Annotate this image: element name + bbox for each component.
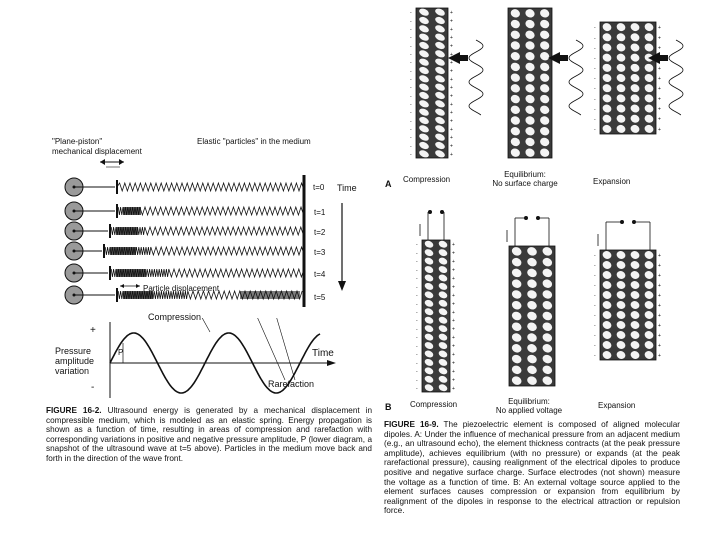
svg-text:+: + <box>658 25 661 32</box>
time-t5: t=5 <box>314 293 326 302</box>
svg-text:-: - <box>416 309 418 316</box>
svg-text:+: + <box>450 43 453 50</box>
svg-text:-: - <box>416 284 418 291</box>
svg-text:+: + <box>658 333 661 339</box>
b-expansion-column <box>594 250 661 361</box>
svg-text:+: + <box>452 259 455 266</box>
spring-row <box>65 202 304 220</box>
figure-16-2-caption <box>46 406 372 464</box>
svg-text:-: - <box>416 352 418 358</box>
svg-text:+: + <box>452 352 455 358</box>
svg-text:+: + <box>658 65 661 72</box>
svg-text:+: + <box>450 126 453 133</box>
svg-text:+: + <box>452 301 455 308</box>
svg-text:+: + <box>450 85 453 92</box>
svg-text:+: + <box>452 377 455 384</box>
a-compression-column <box>410 7 453 159</box>
svg-text:-: - <box>416 343 418 350</box>
svg-text:+: + <box>658 323 661 329</box>
time-label: Time <box>337 183 357 193</box>
time-t2: t=2 <box>314 228 326 237</box>
svg-text:-: - <box>416 242 418 249</box>
svg-text:-: - <box>594 283 596 289</box>
caption-title: FIGURE 16-2. <box>46 406 102 415</box>
svg-text:-: - <box>416 335 418 342</box>
particle-displacement-arrow <box>120 284 140 288</box>
svg-text:+: + <box>452 284 455 291</box>
svg-text:+: + <box>658 283 661 289</box>
svg-text:-: - <box>594 65 596 72</box>
svg-text:+: + <box>658 353 661 359</box>
caption-body-2: The piezoelectric element is composed of aligned molecular dipoles. A: Under the influence of mechanical pressure from an adjacent medium (e.g., an ultrasound echo), the element thickness contracts (at the peak pressure amplitude), achieves equilibrium (with no pressure) or expands (at the peak rarefactional pressure), causing realignment of the electrical dipoles to produce positive and negative surface charge. Surface electrodes (not shown) measure the voltage as a function of time. B: An external voltage source applied to the element surfaces causes compression or expansion from equilibrium by realignment of the dipoles in response to the electrical attraction or repulsion force. <box>384 420 680 516</box>
svg-text:+: + <box>658 86 661 93</box>
svg-text:-: - <box>594 343 596 349</box>
svg-text:+: + <box>450 135 453 142</box>
b-compression-circuit <box>420 210 444 240</box>
panel-b-label: B <box>385 402 392 412</box>
a-expansion-label: Expansion <box>593 177 631 186</box>
figure-16-9-caption <box>384 420 680 516</box>
a-no-surface-charge-label: No surface charge <box>492 179 558 188</box>
b-compression-label: Compression <box>410 400 458 409</box>
svg-text:-: - <box>410 76 412 83</box>
svg-text:+: + <box>452 292 455 299</box>
svg-text:+: + <box>452 267 455 274</box>
plane-piston-label: "Plane-piston" <box>52 137 103 146</box>
plus-sign: + <box>90 325 96 336</box>
svg-text:-: - <box>594 96 596 103</box>
svg-text:+: + <box>658 313 661 319</box>
svg-text:+: + <box>450 35 453 42</box>
mechanical-displacement-label: mechanical displacement <box>52 147 142 156</box>
svg-text:-: - <box>416 276 418 282</box>
minus-sign: - <box>91 382 95 393</box>
svg-text:-: - <box>410 10 412 17</box>
svg-text:-: - <box>594 273 596 279</box>
svg-text:-: - <box>594 353 596 359</box>
a-equilibrium-label: Equilibrium: <box>504 170 546 179</box>
spring-row <box>65 178 304 196</box>
svg-text:-: - <box>594 333 596 339</box>
b-equilibrium-label: Equilibrium: <box>508 397 550 406</box>
svg-text:-: - <box>416 259 418 266</box>
svg-text:+: + <box>450 118 453 125</box>
svg-text:-: - <box>410 118 412 125</box>
svg-text:+: + <box>452 368 455 375</box>
svg-text:-: - <box>594 76 596 82</box>
svg-text:-: - <box>594 313 596 319</box>
svg-text:-: - <box>410 68 412 75</box>
particle-displacement-label: Particle displacement <box>143 284 220 293</box>
svg-text:+: + <box>452 335 455 342</box>
svg-text:-: - <box>416 267 418 274</box>
svg-text:+: + <box>450 93 453 100</box>
svg-text:-: - <box>410 26 412 33</box>
svg-text:+: + <box>452 309 455 316</box>
svg-text:+: + <box>658 45 661 52</box>
piezo-diagram <box>370 0 720 420</box>
svg-text:-: - <box>410 51 412 58</box>
svg-text:+: + <box>658 96 661 103</box>
svg-text:-: - <box>594 116 596 123</box>
svg-text:-: - <box>416 318 418 325</box>
caption-title-2: FIGURE 16-9. <box>384 420 439 429</box>
svg-text:+: + <box>450 18 453 25</box>
svg-text:-: - <box>410 60 412 67</box>
svg-text:-: - <box>410 110 412 117</box>
spring-row <box>65 222 303 240</box>
svg-text:-: - <box>594 35 596 42</box>
panel-a-label: A <box>385 179 392 189</box>
b-equilibrium-circuit <box>507 216 549 246</box>
svg-text:-: - <box>594 263 596 269</box>
svg-text:+: + <box>452 318 455 325</box>
svg-text:+: + <box>658 76 661 82</box>
svg-text:+: + <box>450 68 453 75</box>
svg-text:-: - <box>594 253 596 259</box>
svg-text:-: - <box>416 385 418 392</box>
compression-label: Compression <box>148 312 202 322</box>
incident-wave-icon <box>548 40 583 115</box>
svg-text:+: + <box>658 35 661 42</box>
b-expansion-label: Expansion <box>598 401 636 410</box>
svg-text:+: + <box>450 76 453 83</box>
time-t0: t=0 <box>313 183 325 192</box>
svg-text:-: - <box>594 126 596 133</box>
svg-text:-: - <box>410 93 412 100</box>
svg-text:-: - <box>594 45 596 52</box>
svg-text:+: + <box>450 51 453 58</box>
svg-text:-: - <box>416 292 418 299</box>
svg-text:+: + <box>450 143 453 150</box>
svg-text:+: + <box>658 106 661 113</box>
svg-text:-: - <box>594 55 596 62</box>
svg-text:-: - <box>594 86 596 93</box>
svg-text:+: + <box>658 273 661 279</box>
svg-text:-: - <box>594 106 596 113</box>
b-no-applied-voltage-label: No applied voltage <box>495 406 563 415</box>
a-compression-label: Compression <box>403 175 451 184</box>
a-expansion-column <box>594 22 661 135</box>
incident-wave-icon <box>448 40 483 115</box>
time-axis-label: Time <box>312 348 334 359</box>
svg-text:-: - <box>410 35 412 42</box>
svg-text:-: - <box>410 85 412 92</box>
svg-text:-: - <box>594 323 596 329</box>
svg-text:-: - <box>594 293 596 299</box>
svg-text:+: + <box>450 26 453 33</box>
svg-text:-: - <box>594 25 596 32</box>
svg-text:-: - <box>416 368 418 375</box>
svg-text:+: + <box>452 326 455 333</box>
svg-text:+: + <box>450 101 453 108</box>
pressure-label-1: Pressure <box>55 346 92 356</box>
svg-text:-: - <box>416 301 418 308</box>
svg-text:+: + <box>450 10 453 17</box>
svg-text:+: + <box>658 293 661 299</box>
svg-text:-: - <box>410 151 412 158</box>
svg-text:-: - <box>410 135 412 142</box>
svg-text:-: - <box>410 43 412 50</box>
svg-text:+: + <box>452 276 455 282</box>
a-equilibrium-column <box>508 8 552 159</box>
svg-text:-: - <box>594 303 596 309</box>
svg-text:+: + <box>658 303 661 309</box>
time-t1: t=1 <box>314 208 326 217</box>
time-t3: t=3 <box>314 248 326 257</box>
svg-text:+: + <box>452 360 455 367</box>
b-expansion-circuit <box>598 220 650 250</box>
time-t4: t=4 <box>314 270 326 279</box>
b-equilibrium-column <box>509 246 555 387</box>
p-label: P <box>118 348 124 357</box>
svg-text:+: + <box>452 343 455 350</box>
rarefaction-label: Rarefaction <box>268 379 315 389</box>
svg-text:+: + <box>658 263 661 269</box>
svg-text:+: + <box>658 343 661 349</box>
svg-text:+: + <box>450 151 453 158</box>
elastic-particles-label: Elastic "particles" in the medium <box>197 137 311 146</box>
caption-body: Ultrasound energy is generated by a mechanical displacement in compressible medium, which is modeled as an elastic spring. Energy propagation is shown as a function of time, resulting in areas of compression and rarefaction with corresponding variations in positive and negative pressure amplitude, P (lower diagram, a snapshot of the ultrasound wave at t=5 above). Particles in the medium move back and forth in the direction of the wave front. <box>46 406 373 463</box>
svg-text:-: - <box>416 377 418 384</box>
pressure-label-3: variation <box>55 366 90 376</box>
svg-text:+: + <box>452 250 455 257</box>
svg-text:-: - <box>416 326 418 333</box>
svg-text:-: - <box>410 143 412 150</box>
svg-text:+: + <box>452 242 455 249</box>
svg-text:-: - <box>416 250 418 257</box>
svg-text:-: - <box>410 126 412 133</box>
spring-row <box>65 242 304 260</box>
svg-text:+: + <box>658 116 661 123</box>
svg-text:+: + <box>450 110 453 117</box>
svg-text:+: + <box>658 126 661 133</box>
svg-text:-: - <box>410 18 412 25</box>
pressure-label-2: amplitude <box>55 356 95 366</box>
svg-text:-: - <box>410 101 412 108</box>
svg-text:+: + <box>658 253 661 259</box>
svg-text:-: - <box>416 360 418 367</box>
b-compression-column <box>416 239 455 392</box>
svg-text:+: + <box>450 60 453 67</box>
svg-text:+: + <box>452 385 455 392</box>
spring-row <box>65 264 304 282</box>
